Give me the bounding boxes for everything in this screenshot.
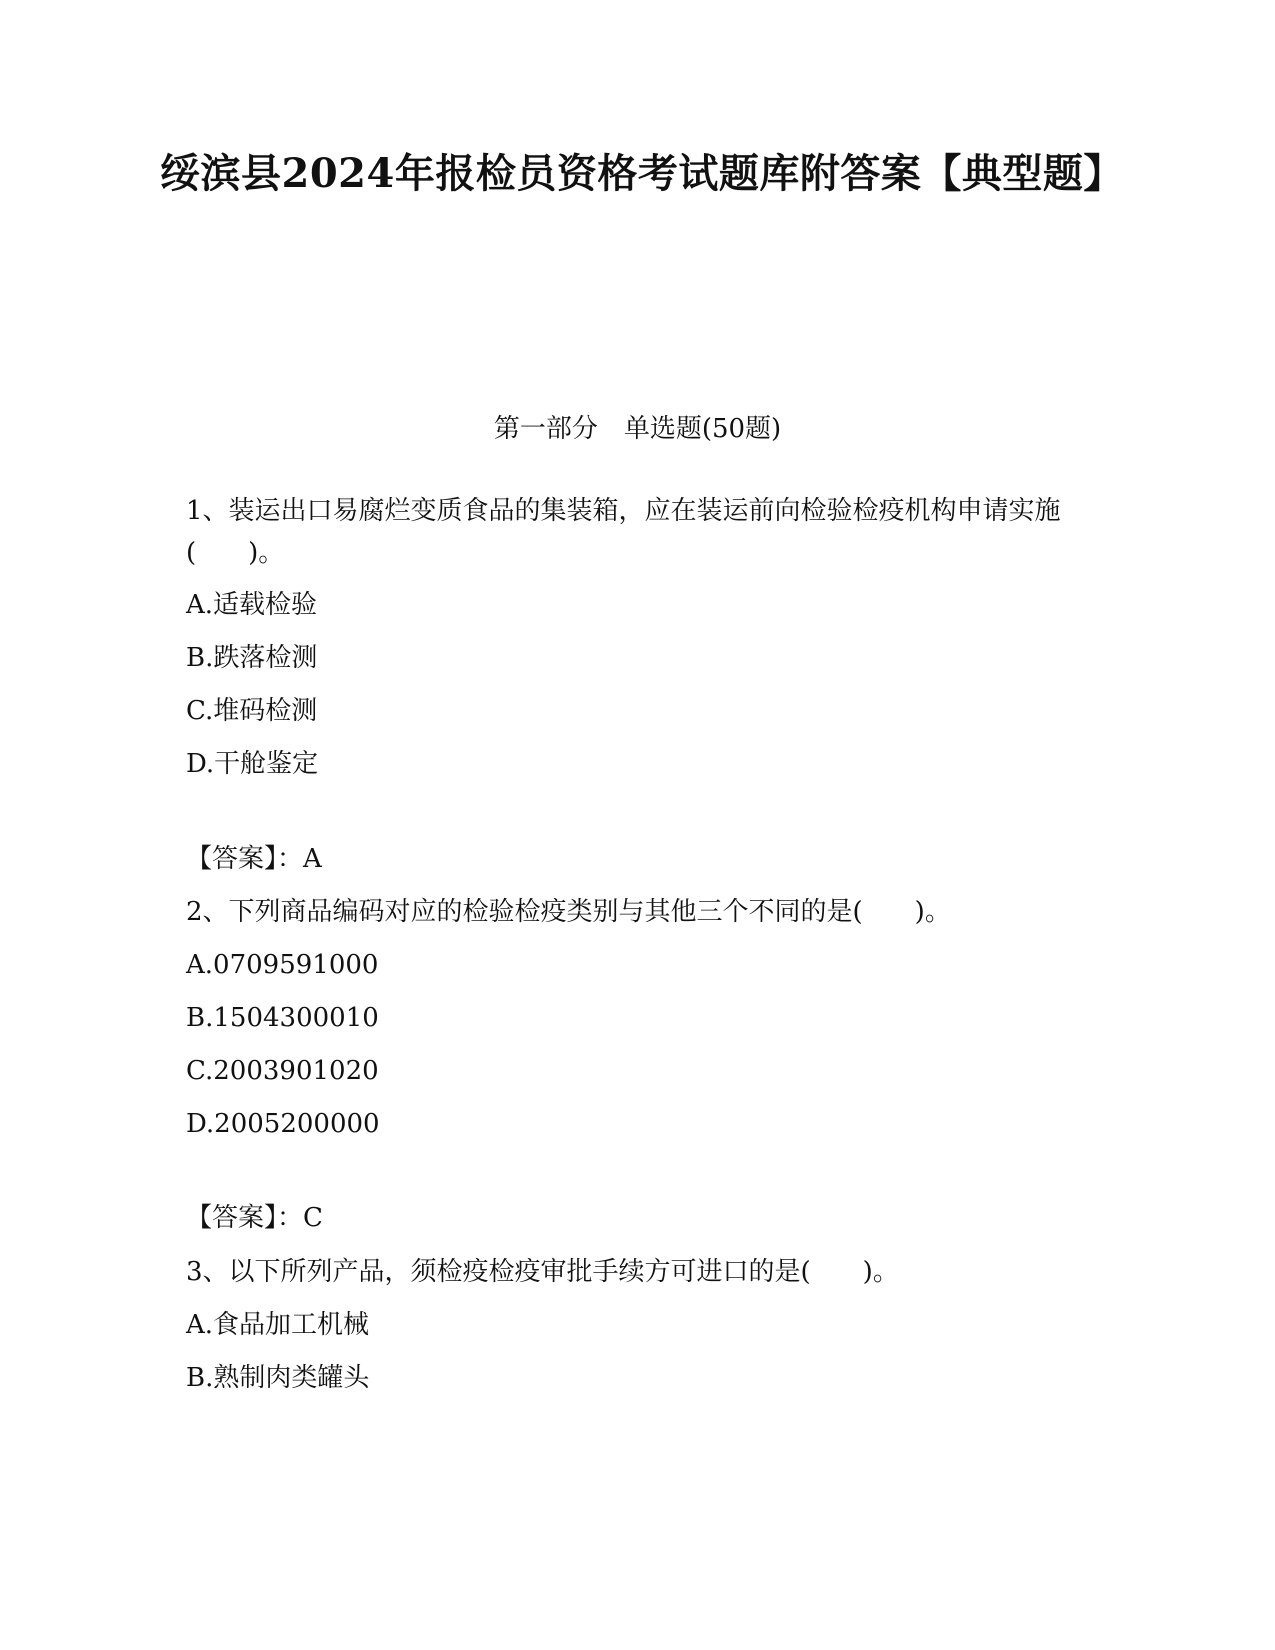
section-heading: 第一部分 单选题(50题) <box>493 414 782 444</box>
question-1-option-d: D.干舱鉴定 <box>186 749 319 779</box>
question-1-option-c: C.堆码检测 <box>186 696 318 726</box>
question-1-option-a: A.适载检验 <box>186 590 318 620</box>
question-2-option-d: D.2005200000 <box>186 1109 380 1139</box>
document-title: 绥滨县2024年报检员资格考试题库附答案【典型题】 <box>160 150 1124 197</box>
question-1-answer: 【答案】：A <box>186 844 322 874</box>
question-2-option-a: A.0709591000 <box>186 950 379 980</box>
question-2-answer: 【答案】：C <box>186 1203 323 1233</box>
question-2-option-b: B.1504300010 <box>186 1003 379 1033</box>
question-3-option-a: A.食品加工机械 <box>186 1310 370 1340</box>
question-1-option-b: B.跌落检测 <box>186 643 318 673</box>
question-1-stem: 1、装运出口易腐烂变质食品的集装箱，应在装运前向检验检疫机构申请实施( )。 <box>186 496 1061 568</box>
question-2-stem: 2、下列商品编码对应的检验检疫类别与其他三个不同的是( )。 <box>186 897 951 927</box>
question-3-option-b: B.熟制肉类罐头 <box>186 1363 370 1393</box>
question-3-stem: 3、以下所列产品，须检疫检疫审批手续方可进口的是( )。 <box>186 1257 899 1287</box>
question-2-option-c: C.2003901020 <box>186 1056 379 1086</box>
